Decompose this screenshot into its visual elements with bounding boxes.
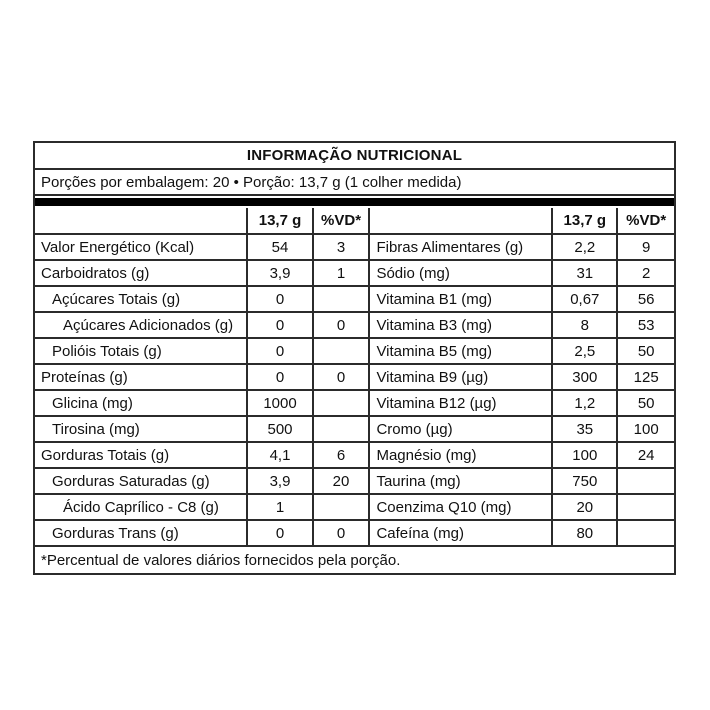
- table-row: [35, 287, 674, 313]
- nutrient-amount: 0: [248, 313, 313, 337]
- nutrient-amount: 54: [248, 235, 313, 259]
- nutrient-dv: [618, 469, 674, 493]
- nutrient-label: Taurina (mg): [370, 469, 553, 493]
- nutrition-facts-table: [33, 141, 676, 575]
- col-header-dv-left: %VD*: [314, 208, 371, 233]
- nutrient-dv: 6: [314, 443, 371, 467]
- table-row: [35, 235, 674, 261]
- nutrient-amount: 35: [553, 417, 618, 441]
- nutrient-amount: 300: [553, 365, 618, 389]
- col-header-spacer-left: [35, 208, 248, 233]
- nutrient-label: Açúcares Adicionados (g): [35, 313, 248, 337]
- table-row: [35, 469, 674, 495]
- table-row: [35, 443, 674, 469]
- nutrient-dv: 50: [637, 394, 655, 412]
- nutrient-amount: 0: [248, 521, 313, 545]
- column-header-row: [35, 208, 674, 235]
- nutrient-dv: 9: [642, 238, 651, 256]
- table-row: [35, 495, 674, 521]
- nutrient-label: Fibras Alimentares (g): [370, 235, 553, 259]
- nutrient-label: Carboidratos (g): [35, 261, 248, 285]
- col-header-amount-right: 13,7 g: [553, 208, 618, 233]
- nutrient-label: Gorduras Saturadas (g): [35, 469, 248, 493]
- nutrient-dv: [314, 391, 371, 415]
- nutrient-label: Polióis Totais (g): [35, 339, 248, 363]
- nutrient-dv: 50: [637, 342, 655, 360]
- nutrient-dv: 0: [314, 521, 371, 545]
- col-header-spacer-right: [370, 208, 553, 233]
- nutrient-amount: 100: [553, 443, 618, 467]
- nutrient-amount: 31: [553, 261, 618, 285]
- nutrient-label: Valor Energético (Kcal): [35, 235, 248, 259]
- thick-divider-bar: [35, 198, 674, 206]
- nutrient-amount: 0,67: [553, 287, 618, 311]
- nutrient-amount: 2,2: [553, 235, 618, 259]
- nutrient-dv: 100: [633, 420, 659, 438]
- footnote: *Percentual de valores diários fornecidos pela porção.: [41, 551, 401, 569]
- table-row: [35, 339, 674, 365]
- nutrient-label: Vitamina B1 (mg): [370, 287, 553, 311]
- nutrient-amount: 750: [553, 469, 618, 493]
- col-header-amount-left: 13,7 g: [248, 208, 313, 233]
- servings-line: Porções por embalagem: 20 • Porção: 13,7 g (1 colher medida): [35, 170, 674, 196]
- nutrient-amount: 8: [553, 313, 618, 337]
- nutrient-dv: 0: [314, 365, 371, 389]
- nutrient-amount: 80: [553, 521, 618, 545]
- nutrient-dv: 20: [314, 469, 371, 493]
- nutrient-amount: 1,2: [553, 391, 618, 415]
- nutrient-amount: 0: [248, 287, 313, 311]
- nutrient-dv: [314, 287, 371, 311]
- nutrient-label: Sódio (mg): [370, 261, 553, 285]
- nutrient-amount: 20: [553, 495, 618, 519]
- nutrient-amount: 0: [248, 339, 313, 363]
- nutrient-amount: 0: [248, 365, 313, 389]
- nutrient-label: Açúcares Totais (g): [35, 287, 248, 311]
- nutrient-dv: [314, 339, 371, 363]
- nutrient-amount: 1000: [248, 391, 313, 415]
- table-row: [35, 261, 674, 287]
- nutrient-dv: [618, 521, 674, 545]
- nutrient-dv: 1: [314, 261, 371, 285]
- nutrient-label: Vitamina B12 (µg): [370, 391, 553, 415]
- table-row: [35, 313, 674, 339]
- nutrient-dv: 125: [633, 368, 659, 386]
- table-row: [35, 391, 674, 417]
- nutrient-amount: 500: [248, 417, 313, 441]
- nutrient-amount: 4,1: [248, 443, 313, 467]
- table-row: [35, 365, 674, 391]
- nutrient-label: Proteínas (g): [35, 365, 248, 389]
- nutrient-label: Glicina (mg): [35, 391, 248, 415]
- nutrient-dv: 0: [314, 313, 371, 337]
- nutrient-label: Tirosina (mg): [35, 417, 248, 441]
- table-row: [35, 417, 674, 443]
- nutrient-amount: 2,5: [553, 339, 618, 363]
- nutrient-label: Vitamina B5 (mg): [370, 339, 553, 363]
- nutrient-label: Gorduras Trans (g): [35, 521, 248, 545]
- nutrient-amount: 3,9: [248, 469, 313, 493]
- nutrient-label: Cafeína (mg): [370, 521, 553, 545]
- nutrient-amount: 1: [248, 495, 313, 519]
- nutrient-label: Vitamina B9 (µg): [370, 365, 553, 389]
- nutrient-dv: [314, 495, 371, 519]
- nutrient-dv: 24: [637, 446, 655, 464]
- nutrient-label: Magnésio (mg): [370, 443, 553, 467]
- col-header-dv-right: %VD*: [626, 212, 667, 229]
- nutrient-dv: [618, 495, 674, 519]
- nutrient-label: Gorduras Totais (g): [35, 443, 248, 467]
- table-title: INFORMAÇÃO NUTRICIONAL: [35, 143, 674, 170]
- nutrient-label: Coenzima Q10 (mg): [370, 495, 553, 519]
- nutrient-dv: 56: [637, 290, 655, 308]
- nutrient-label: Ácido Caprílico - C8 (g): [35, 495, 248, 519]
- nutrient-dv: 3: [314, 235, 371, 259]
- nutrient-amount: 3,9: [248, 261, 313, 285]
- table-row: [35, 521, 674, 547]
- nutrient-dv: [314, 417, 371, 441]
- nutrient-label: Vitamina B3 (mg): [370, 313, 553, 337]
- nutrient-dv: 2: [642, 264, 651, 282]
- nutrient-dv: 53: [637, 316, 655, 334]
- nutrient-label: Cromo (µg): [370, 417, 553, 441]
